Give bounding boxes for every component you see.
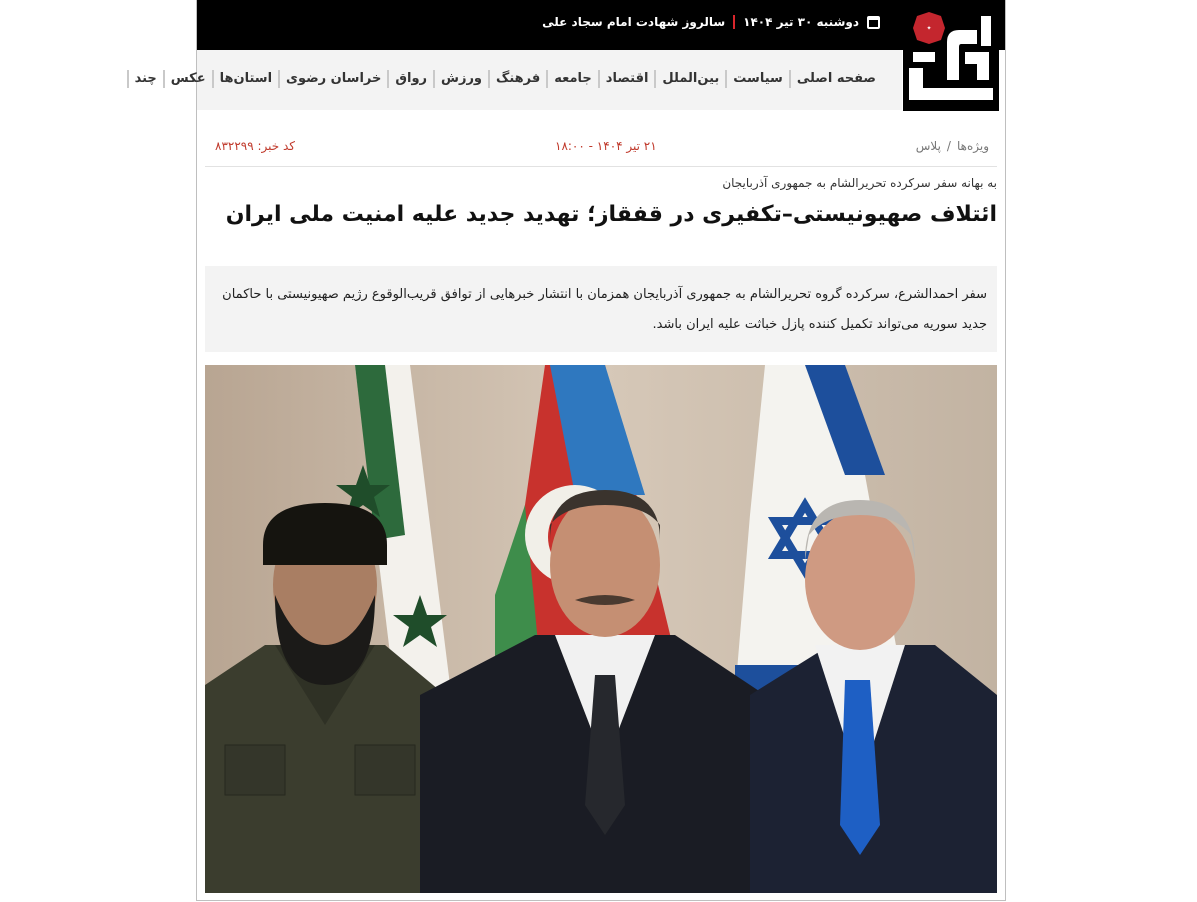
nav-item[interactable]: استان‌ها: [212, 70, 278, 88]
nav-item[interactable]: رواق: [387, 70, 433, 88]
breadcrumb-item[interactable]: پلاس: [915, 139, 941, 153]
news-code: کد خبر: ۸۳۲۲۹۹: [215, 139, 296, 153]
nav-item[interactable]: عکس: [163, 70, 212, 88]
nav-list: [127, 70, 882, 88]
main-nav: [134, 50, 902, 110]
date-separator: [733, 15, 735, 29]
breadcrumb-item[interactable]: ویژه‌ها: [956, 139, 989, 153]
nav-item[interactable]: صفحه اصلی: [789, 70, 882, 88]
nav-item[interactable]: جامعه: [546, 70, 598, 88]
article-photo-illustration: [205, 365, 997, 893]
nav-item[interactable]: ورزش: [433, 70, 488, 88]
date-bar: [542, 15, 880, 29]
nav-item[interactable]: سیاست: [725, 70, 789, 88]
breadcrumb: [916, 139, 989, 153]
top-bar: [197, 0, 1005, 50]
breadcrumb-separator: /: [946, 139, 951, 153]
nav-item[interactable]: چند: [127, 70, 163, 88]
logo-mark: [903, 0, 999, 111]
article-lead: سفر احمدالشرع، سرکرده گروه تحریرالشام به جمهوری آذربایجان همزمان با انتشار خبرهایی از توافق قریب‌الوقوع رژیم صهیونیستی با حاکمان جدید سوریه می‌تواند تکمیل کننده پازل خباثت علیه ایران باشد.: [205, 266, 997, 352]
article-meta: [205, 132, 997, 167]
article-photo: [205, 365, 997, 893]
occasion-text: سالروز شهادت امام سجاد علی: [542, 15, 726, 29]
nav-item[interactable]: فرهنگ: [488, 70, 546, 88]
current-date: دوشنبه ۳۰ تیر ۱۴۰۴: [743, 15, 859, 29]
nav-item[interactable]: خراسان رضوی: [278, 70, 387, 88]
calendar-icon: [867, 16, 880, 29]
site-logo[interactable]: [903, 0, 999, 111]
nav-item[interactable]: بین‌الملل: [654, 70, 725, 88]
page-frame: [134, 0, 1006, 901]
nav-item[interactable]: اقتصاد: [598, 70, 655, 88]
article-title: ائتلاف صهیونیستی–تکفیری در قفقاز؛ تهدید جدید علیه امنیت ملی ایران: [225, 202, 997, 227]
publish-date: ۲۱ تیر ۱۴۰۴ - ۱۸:۰۰: [555, 139, 657, 153]
svg-text:✦: ✦: [926, 25, 932, 32]
article-kicker: به بهانه سفر سرکرده تحریرالشام به جمهوری آذربایجان: [722, 176, 997, 190]
